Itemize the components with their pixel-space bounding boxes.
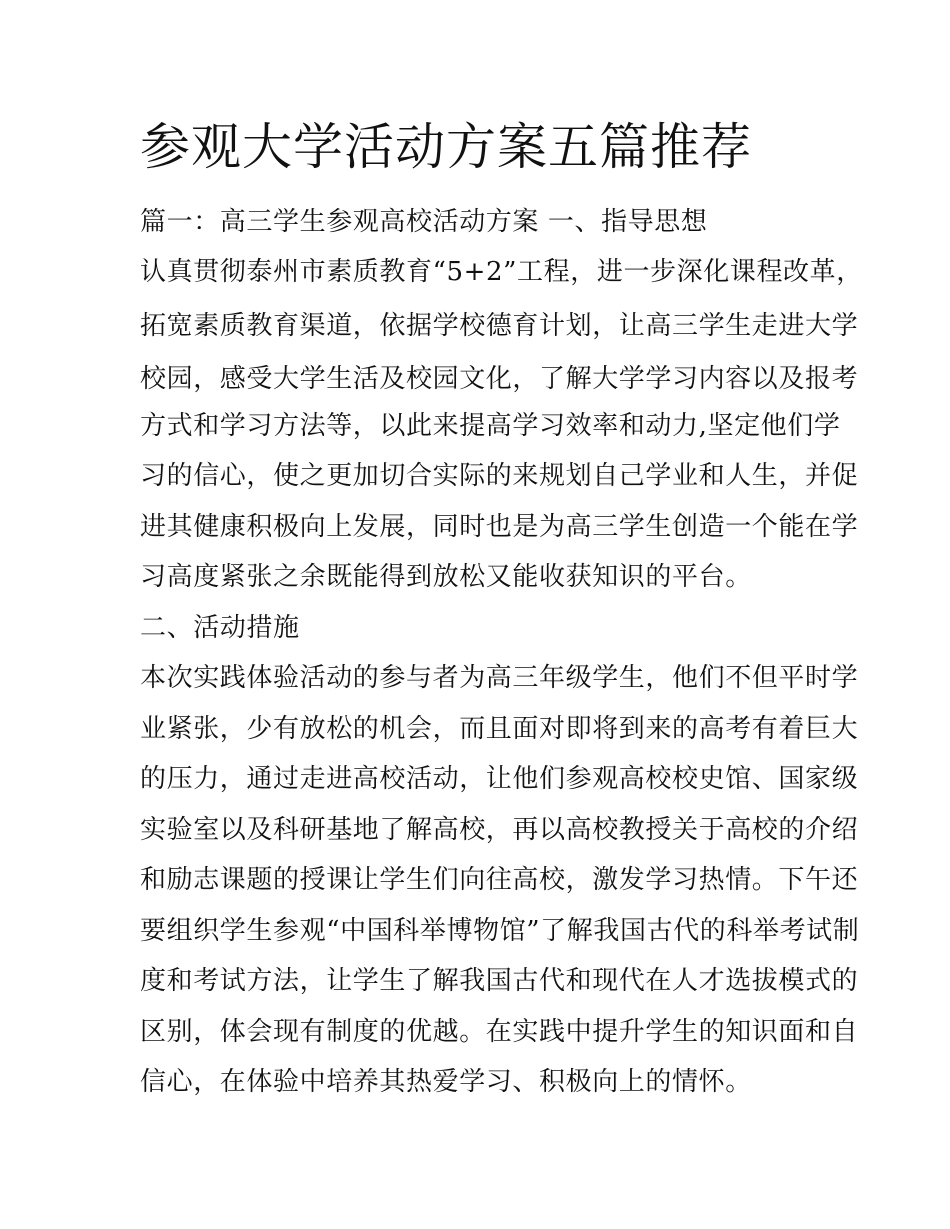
paragraph-line: 和励志课题的授课让学生们向往高校，激发学习热情。下午还 — [140, 865, 859, 895]
paragraph-line: 实验室以及科研基地了解高校，再以高校教授关于高校的介绍 — [140, 815, 859, 845]
paragraph-line: 习高度紧张之余既能得到放松又能收获知识的平台。 — [140, 562, 752, 592]
paragraph-line: 业紧张，少有放松的机会，而且面对即将到来的高考有着巨大 — [140, 714, 859, 744]
paragraph-line: 认真贯彻泰州市素质教育“5+2”工程，进一步深化课程改革， — [140, 257, 863, 287]
paragraph-line: 进其健康积极向上发展，同时也是为高三学生创造一个能在学 — [140, 512, 859, 542]
paragraph-line: 校园，感受大学生活及校园文化，了解大学学习内容以及报考 — [140, 364, 859, 394]
paragraph-line: 要组织学生参观“中国科举博物馆”了解我国古代的科举考试制 — [140, 916, 860, 946]
section-heading-line: 篇一：高三学生参观高校活动方案 一、指导思想 — [140, 207, 708, 237]
paragraph-line: 拓宽素质教育渠道，依据学校德育计划，让高三学生走进大学 — [140, 311, 859, 341]
paragraph-line: 习的信心，使之更加切合实际的来规划自己学业和人生，并促 — [140, 461, 859, 491]
paragraph-line: 本次实践体验活动的参与者为高三年级学生，他们不但平时学 — [140, 663, 859, 693]
section-heading-line: 二、活动措施 — [140, 613, 300, 643]
document-title: 参观大学活动方案五篇推荐 — [140, 118, 752, 176]
paragraph-line: 的压力，通过走进高校活动，让他们参观高校校史馆、国家级 — [140, 764, 859, 794]
paragraph-line: 度和考试方法，让学生了解我国古代和现代在人才选拔模式的 — [140, 966, 859, 996]
paragraph-line: 区别，体会现有制度的优越。在实践中提升学生的知识面和自 — [140, 1017, 859, 1047]
paragraph-line: 方式和学习方法等，以此来提高学习效率和动力,坚定他们学 — [140, 411, 841, 441]
paragraph-line: 信心，在体验中培养其热爱学习、积极向上的情怀。 — [140, 1067, 752, 1097]
